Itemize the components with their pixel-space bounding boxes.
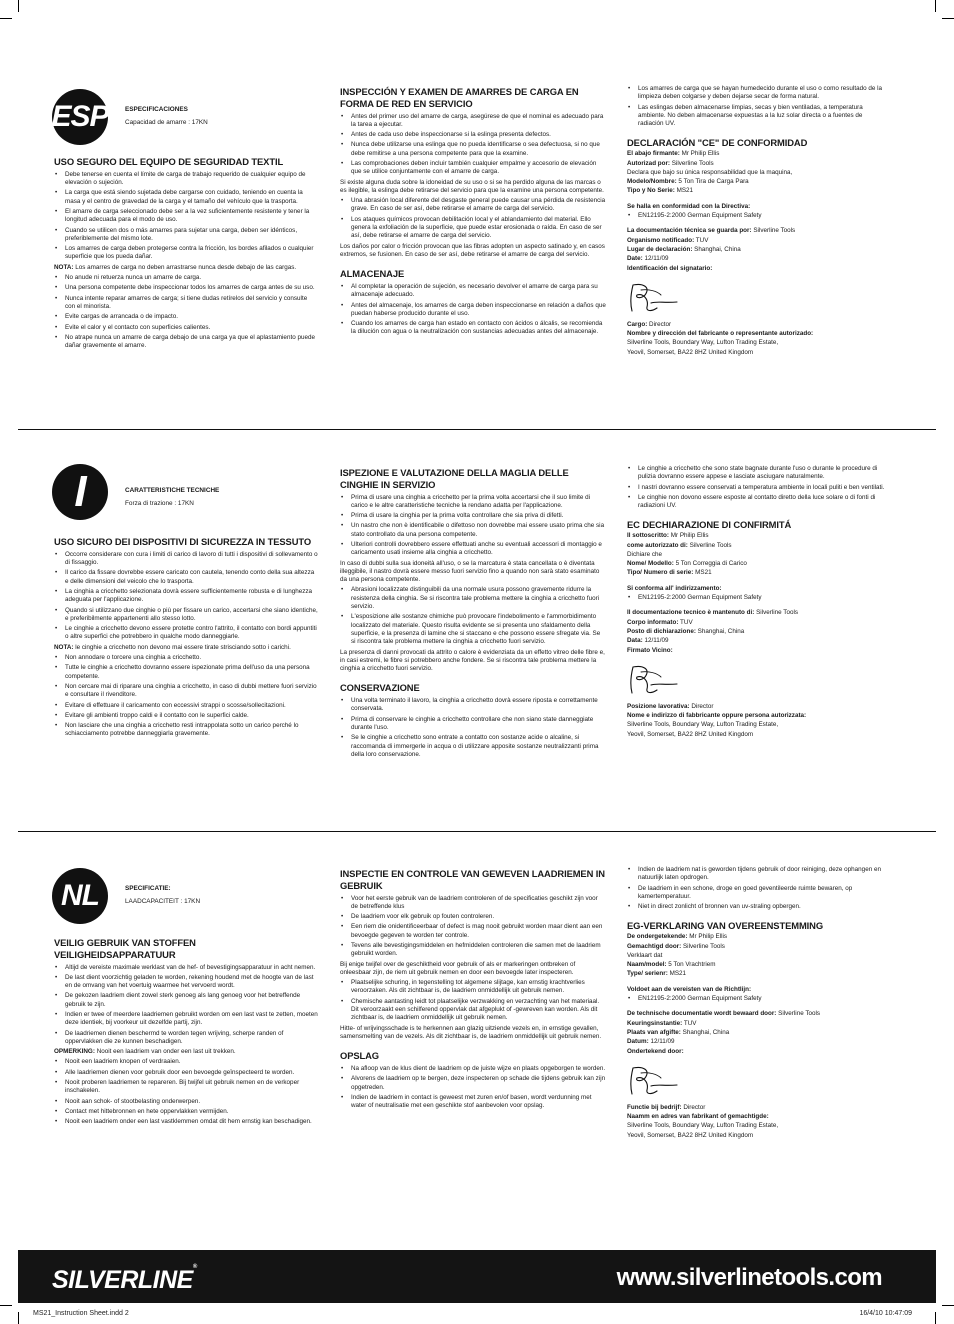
safe-use-list <box>54 551 319 642</box>
signatory-label: Identificación del signatario: <box>627 264 713 272</box>
storage-list <box>340 697 606 759</box>
list-item: • Debe tenerse en cuenta el límite de carga de trabajo requerido de cualquier equipo de elevación o sujeción. <box>54 171 319 188</box>
decl-label: La documentación técnica se guarda por: <box>627 227 752 235</box>
storage-heading: OPSLAG <box>340 1050 379 1062</box>
note-label: OPMERKING: <box>54 1048 95 1056</box>
safe-use-column <box>54 536 319 741</box>
decl-value: Silverline Tools <box>687 541 732 549</box>
address-line: Yeovil, Somerset, BA22 8HZ United Kingdom <box>627 730 754 738</box>
list-item: • Non lasciare che una cinghia a cricchetto resti intrappolata sotto un carico perché lo schiacciamento potrebbe danneggiarla gravemente. <box>54 722 319 739</box>
decl-label: Naam/model: <box>627 961 667 969</box>
list-item: • Tutte le cinghie a cricchetto dovranno essere ispezionate prima dell'uso da una persona competente. <box>54 664 319 681</box>
list-item: • La cinghia a cricchetto selezionata dovrà essere sufficientemente robusta e di lunghezza adeguata per l'applicazione. <box>54 588 319 605</box>
decl-label: Functie bij bedrijf: <box>627 1103 682 1111</box>
directive-list <box>627 995 887 1003</box>
list-item: • Indien er twee of meerdere laadriemen gebruikt worden om een last vast te zetten, moeten deze identiek, bij voorkeur uit dezelfde partij, zijn. <box>54 1011 319 1028</box>
decl-line <box>627 628 887 636</box>
decl-label: Corpo informato: <box>627 618 679 626</box>
list-item: • Prima di usare la cinghia per la prima volta controllare che sia priva di difetti. <box>340 512 606 520</box>
list-item: • Contact met hittebronnen en hete oppervlakken vermijden. <box>54 1108 319 1116</box>
decl-line <box>627 943 887 951</box>
list-item: • Le cinghie a cricchetto che sono state bagnate durante l'uso o durante le procedure di pulizia dovranno essere appese e lasciate asciugare naturalmente. <box>627 465 887 482</box>
language-badge: ESP <box>52 89 108 145</box>
signature-image <box>627 1064 683 1098</box>
decl-line <box>627 569 887 577</box>
decl-line <box>627 542 887 550</box>
list-item: • Le cinghie non dovono essere esposte al contatto diretto della luce solare o di fonti di radiazioni UV. <box>627 494 887 511</box>
safe-use-list-2 <box>54 274 319 350</box>
list-item: • Prima di usare una cinghia a cricchetto per la prima volta accertarsi che il suo limite di carico e le altre caratteristiche tecniche la rendano adatta per l'applicazione. <box>340 494 606 511</box>
address-line: Silverline Tools, Boundary Way, Lufton Trading Estate, <box>627 339 779 347</box>
safe-use-heading: USO SICURO DEI DISPOSITIVI DI SICUREZZA IN TESSUTO <box>54 536 312 547</box>
section-divider <box>18 831 936 832</box>
slug-date: 16/4/10 10:47:09 <box>859 1310 912 1317</box>
list-item: • Tevens alle bevestigingsmiddelen en hefmiddelen controleren die samen met de laadriem gebruikt worden. <box>340 942 606 959</box>
inspection-paragraph: Si existe alguna duda sobre la idoneidad de su uso o si se ha perdido alguna de las marcas o es ilegible, la eslinga debe retirarse del servicio para que la examine una persona competente. <box>340 178 604 194</box>
note <box>54 644 319 652</box>
decl-line <box>627 178 887 186</box>
storage-list-continued <box>627 866 887 911</box>
list-item: • Chemische aantasting leidt tot plaatselijke verzwakking en verzachting van het materiaal. Dit veroorzaakt een schilferend oppervlak dat afgeplukt of -gewreven kan worden. Als dit zichtbaar is, de laadriem onmiddellijk uit gebruik nemen. <box>340 998 606 1023</box>
inspection-paragraph: Los daños por calor o fricción provocan que las fibras adopten un aspecto satinado y, en casos extremos, se fusionen. En caso de ser así, debe retirarse el amarre de carga del servicio. <box>340 242 605 258</box>
decl-value: 12/11/09 <box>642 637 669 645</box>
list-item: • Voor het eerste gebruik van de laadriem controleren of de specificaties geschikt zijn voor de betreffende klus <box>340 895 606 912</box>
decl-value: Mr Philip Ellis <box>687 933 728 941</box>
decl-value: 5 Ton Tira de Carga Para <box>676 178 749 186</box>
language-badge: NL <box>52 868 108 924</box>
decl-line <box>627 150 887 158</box>
decl-value: 5 Ton Correggia di Carico <box>673 560 747 568</box>
list-item: • Een riem die onidentificeerbaar of defect is mag nooit gebruikt worden maar dient aan een bevoegde gegeven te worden ter controle. <box>340 923 606 940</box>
list-item: • EN12195-2:2000 German Equipment Safety <box>627 594 887 602</box>
specification-block <box>125 885 200 907</box>
declaration-heading: EG-VERKLARING VAN OVEREENSTEMMING <box>627 920 824 932</box>
list-item: • I nastri dovranno essere conservati a temperatura ambiente in locali puliti e ben ventilati. <box>627 484 887 492</box>
crop-mark-br-v <box>935 1312 936 1324</box>
decl-label: Posizione lavorativa: <box>627 702 690 710</box>
list-item: • Prima di conservare le cinghie a cricchetto controllare che non siano state danneggiate durante l'uso. <box>340 716 606 733</box>
list-item: • Una persona competente debe inspeccionar todos los amarres de carga antes de su uso. <box>54 284 319 292</box>
list-item: • Los ataques químicos provocan debilitación local y el ablandamiento del material. Ello genera la exfoliación de la superficie, que puede estar erosionada o raída. En caso de ser así, debe retirarse el amarre de carga del servicio. <box>340 216 606 241</box>
directive-label: Voldoet aan de vereisten van de Richtlijn: <box>627 985 752 993</box>
footer-bar <box>18 1250 936 1303</box>
decl-line <box>627 321 887 329</box>
crop-mark-tr-h <box>942 18 954 19</box>
decl-label: come autorizzato di: <box>627 541 688 549</box>
declaration-column <box>627 85 887 358</box>
decl-value: TUV <box>678 618 693 626</box>
list-item: • De laadriemen dienen beschermd te worden tegen wrijving, scherpe randen of oppervlakken die ze kunnen beschadigen. <box>54 1030 319 1047</box>
list-item: • De gekozen laadriem dient zowel sterk genoeg als lang genoeg voor het betreffende gebruik te zijn. <box>54 992 319 1009</box>
decl-line <box>627 227 887 235</box>
directive-label: Si conforma all' indirizzamento: <box>627 584 722 592</box>
inspection-list <box>340 113 606 177</box>
decl-line <box>627 1029 887 1037</box>
list-item: • EN12195-2:2000 German Equipment Safety <box>627 995 887 1003</box>
list-item: • Evitare di effettuare il caricamento con eccessivi strappi o scosse/sollecitazioni. <box>54 702 319 710</box>
decl-line <box>627 560 887 568</box>
note <box>54 1048 319 1056</box>
decl-value: Director <box>681 1103 706 1111</box>
registered-mark: ® <box>192 1264 197 1270</box>
decl-value: Shanghai, China <box>695 627 745 635</box>
decl-label: Il sottoscritto: <box>627 532 669 540</box>
decl-label: Tipo y No Serie: <box>627 187 675 195</box>
list-item: • De laadriem voor elk gebruik op fouten controleren. <box>340 913 606 921</box>
decl-label: De ondergetekende: <box>627 933 688 941</box>
decl-label: Tipo/ Numero di serie: <box>627 569 694 577</box>
list-item: • EN12195-2:2000 German Equipment Safety <box>627 212 887 220</box>
list-item: • Nooit een laadriem onder een last vastklemmen omdat dit hem ernstig kan beschadigen. <box>54 1118 319 1126</box>
specification-block <box>125 487 219 509</box>
list-item: • No atrape nunca un amarre de carga debajo de una carga ya que el aplastamiento puede dañar gravemente el amarre. <box>54 334 319 351</box>
storage-list-continued <box>627 85 887 128</box>
signature-image <box>627 281 683 315</box>
spec-value: Capacidad de amarre : 17KN <box>125 119 208 127</box>
list-item: • Evite el calor y el contacto con superficies calientes. <box>54 324 319 332</box>
decl-line <box>627 1104 887 1112</box>
safe-use-column <box>54 937 319 1129</box>
decl-value: Director <box>689 702 714 710</box>
list-item: • Antes de cada uso debe inspeccionarse si la eslinga presenta defectos. <box>340 131 606 139</box>
note-label: NOTA: <box>54 643 74 651</box>
address-line: Yeovil, Somerset, BA22 8HZ United Kingdom <box>627 348 754 356</box>
decl-value: 12/11/09 <box>642 255 669 263</box>
list-item: • De last dient voorzichtig geladen te worden, rekening houdend met de hoogte van de last en de omvang van het voertuig waarmee het vervoerd wordt. <box>54 974 319 991</box>
decl-label: Plaats van afgifte: <box>627 1028 681 1036</box>
decl-value: Silverline Tools <box>754 609 798 617</box>
list-item: • Las comprobaciones deben incluir también cualquier empalme y accesorio de elevación que se utilice conjuntamente con el amarre de carga. <box>340 160 606 177</box>
decl-line <box>627 1038 887 1046</box>
list-item: • Ulteriori controlli dovrebbero essere effettuati anche su eventuali accessori di montaggio e caricamento usati insieme alla cinghia a cricchetto. <box>340 541 606 558</box>
language-badge: I <box>52 464 108 520</box>
decl-value: Silverline Tools <box>670 159 714 167</box>
decl-line <box>627 237 887 245</box>
decl-line: Dichiare che <box>627 550 662 558</box>
list-item: • Abrasioni localizzate distinguibili da una normale usura possono gravemente ridurre la resistenza della cinghia. Se si riscontra tale problema mettere la cinghia a cricchetto fuori servizio. <box>340 586 606 611</box>
storage-list <box>340 1065 606 1110</box>
inspection-list-2 <box>340 979 606 1022</box>
decl-label: Nome/ Modello: <box>627 560 674 568</box>
list-item: • Se le cinghie a cricchetto sono entrate a contatto con sostanze acide o alcaline, si raccomanda di immergerle in acqua o di utilizzare apposite sostanze neutralizzanti prima della loro conservazione. <box>340 734 606 759</box>
decl-label: Lugar de declaración: <box>627 245 693 253</box>
list-item: • Cuando se utilicen dos o más amarres para sujetar una carga, deben ser idénticos, preferiblemente del mismo lote. <box>54 227 319 244</box>
list-item: • Occorre considerare con cura i limiti di carico di lavoro di tutti i dispositivi di sollevamento o di fissaggio. <box>54 551 319 568</box>
list-item: • La carga que está siendo sujetada debe cargarse con cuidado, teniendo en cuenta la masa y el centro de gravedad de la carga y el tamaño del vehículo que la trasporta. <box>54 189 319 206</box>
decl-label: Gemachtigd door: <box>627 942 682 950</box>
list-item: • Un nastro che non è identificabile o difettoso non dovrebbe mai essere usato prima che sia stato controllato da una persona competente. <box>340 522 606 539</box>
decl-value: Silverline Tools <box>751 227 796 235</box>
decl-label: Il documentazione tecnico è mantenuto di: <box>627 609 755 617</box>
decl-line <box>627 637 887 645</box>
inspection-column <box>340 86 606 339</box>
decl-value: TUV <box>694 236 709 244</box>
decl-line <box>627 160 887 168</box>
list-item: • Nunca intente reparar amarres de carga; si tiene dudas retírelos del servicio y consulte con el minorista. <box>54 295 319 312</box>
manufacturer-label: Nombre y dirección del fabricante o representante autorizado: <box>627 330 814 338</box>
inspection-heading: ISPEZIONE E VALUTAZIONE DELLA MAGLIA DELLE CINGHIE IN SERVIZIO <box>340 467 569 490</box>
signature-image <box>627 663 683 697</box>
decl-label: Modelo/Nombre: <box>627 178 677 186</box>
website-url[interactable]: www.silverlinetools.com <box>616 1264 882 1291</box>
note <box>54 264 319 272</box>
spec-label: CARATTERISTICHE TECNICHE <box>125 487 220 494</box>
decl-label: De technische documentatie wordt bewaard door: <box>627 1010 777 1018</box>
safe-use-heading: USO SEGURO DEL EQUIPO DE SEGURIDAD TEXTIL <box>54 156 284 167</box>
decl-line <box>627 255 887 263</box>
crop-mark-tr-v <box>935 0 936 12</box>
declaration-column <box>627 866 887 1141</box>
list-item: • Non cercare mai di riparare una cinghia a cricchetto, in caso di dubbi mettere fuori servizio e consultare il rivenditore. <box>54 683 319 700</box>
decl-line <box>627 187 887 195</box>
signatory-label: Ondertekend door: <box>627 1047 684 1055</box>
list-item: • Los amarres de carga que se hayan humedecido durante el uso o como resultado de la limpieza deben colgarse y deben dejarse secar de forma natural. <box>627 85 887 102</box>
declaration-column <box>627 465 887 740</box>
decl-label: Date: <box>627 255 643 263</box>
decl-label: Keuringsinstantie: <box>627 1019 683 1027</box>
list-item: • Nooit een laadriem knopen of verdraaien. <box>54 1058 319 1066</box>
decl-line: Verklaart dat <box>627 951 663 959</box>
storage-list-continued <box>627 465 887 510</box>
decl-line <box>627 619 887 627</box>
list-item: • L'esposizione alle sostanze chimiche può provocare l'indebolimento e l'ammorbidimento localizzato del materiale. Questo risulta evidente se si presenta uno sfaldamento della superficie, e la presenza di lamine che si staccano e che possono essere sfregate via. Se si riscontra tale problema mettere la cinghia a cricchetto fuori servizio. <box>340 613 606 646</box>
decl-line <box>627 246 887 254</box>
inspection-column <box>340 868 606 1112</box>
safe-use-list <box>54 171 319 262</box>
list-item: • No anude ni retuerza nunca un amarre de carga. <box>54 274 319 282</box>
decl-value: MS21 <box>667 970 687 978</box>
list-item: • Indien de laadriem nat is geworden tijdens gebruik of door reiniging, deze ophangen en natuurlijk laten opdrogen. <box>627 866 887 883</box>
decl-value: Silverline Tools <box>681 942 725 950</box>
inspection-paragraph: Bij enige twijfel over de geschiktheid voor gebruik of als er markeringen ontbreken of onleesbaar zijn, de riem uit gebruik nemen en door een bevoegde later inspecteren. <box>340 960 576 976</box>
decl-line <box>627 933 887 941</box>
storage-list <box>340 283 606 337</box>
address-line: Yeovil, Somerset, BA22 8HZ United Kingdom <box>627 1131 754 1139</box>
decl-value: MS21 <box>693 569 712 577</box>
decl-label: Autorizad por: <box>627 159 671 167</box>
decl-line <box>627 970 887 978</box>
list-item: • De laadriem in een schone, droge en goed geventileerde ruimte bewaren, op kamertemperatuur. <box>627 885 887 902</box>
safe-use-list-2 <box>54 654 319 739</box>
decl-line <box>627 1020 887 1028</box>
decl-label: Data: <box>627 637 643 645</box>
address-line: Silverline Tools, Boundary Way, Lufton Trading Estate, <box>627 1122 779 1130</box>
note-text: le cinghie a cricchetto non devono mai essere tirate strisciando sotto i carichi. <box>75 643 291 651</box>
decl-line: Declara que bajo su única responsabilidad que la maquina, <box>627 168 793 176</box>
decl-value: TUV <box>682 1019 697 1027</box>
safe-use-heading: VEILIG GEBRUIK VAN STOFFEN VEILIGHEIDSAPPARATUUR <box>54 937 196 960</box>
decl-label: Type/ serienr: <box>627 970 668 978</box>
decl-value: Silverline Tools <box>776 1010 821 1018</box>
list-item: • Na afloop van de klus dient de laadriem op de juiste wijze en plaats opgeborgen te worden. <box>340 1065 606 1073</box>
safe-use-column <box>54 156 319 352</box>
list-item: • Alle laadriemen dienen voor gebruik door een bevoegde geïnspecteerd te worden. <box>54 1069 319 1077</box>
address-line: Silverline Tools, Boundary Way, Lufton Trading Estate, <box>627 721 779 729</box>
decl-value: 12/11/09 <box>648 1038 675 1046</box>
spec-label: ESPECIFICACIONES <box>125 106 188 113</box>
declaration-heading: DECLARACIÓN "CE" DE CONFORMIDAD <box>627 137 808 149</box>
inspection-paragraph: Hitte- of wrijvingsschade is te herkennen aan glazig uitziende vezels en, in ernstige gevallen, samensmelting van de vezels. Als dit zichtbaar is, de laadriem onmiddellijk uit gebruik nemen. <box>340 1024 602 1040</box>
inspection-column <box>340 467 606 761</box>
specification-block <box>125 106 208 128</box>
list-item: • Indien de laadriem in contact is geweest met zuren en/of basen, wordt verdunning met water of neutralisatie met een geschikte stof aanbevolen voor opslag. <box>340 1094 606 1111</box>
safe-use-list-2 <box>54 1058 319 1126</box>
list-item: • Non annodare o torcere una cinghia a cricchetto. <box>54 654 319 662</box>
decl-label: Cargo: <box>627 320 648 328</box>
spec-value: LAADCAPACITEIT : 17KN <box>125 898 201 906</box>
decl-value: MS21 <box>674 187 694 195</box>
inspection-heading: INSPECTIE EN CONTROLE VAN GEWEVEN LAADRIEMEN IN GEBRUIK <box>340 868 605 891</box>
decl-value: 5 Ton Vrachtriem <box>666 961 716 969</box>
list-item: • Altijd de vereiste maximale werklast van de hef- of bevestigingsapparatuur in acht nemen. <box>54 964 319 972</box>
inspection-list-2 <box>340 586 606 646</box>
section-divider <box>18 429 936 430</box>
crop-mark-tl-v <box>18 0 19 12</box>
decl-label: Organismo notificado: <box>627 236 695 244</box>
list-item: • El amarre de carga seleccionado debe ser a la vez suficientemente resistente y tener la longitud adecuada para el modo de uso. <box>54 208 319 225</box>
note-label: NOTA: <box>54 263 74 271</box>
decl-value: Director <box>647 320 672 328</box>
decl-value: Shanghai, China <box>692 245 741 253</box>
list-item: • Una abrasión local diferente del desgaste general puede causar una pérdida de resistencia grave. En caso de ser así, debe retirarse el amarre de carga del servicio. <box>340 197 606 214</box>
list-item: • Alvorens de laadriem op te bergen, deze inspecteren op schade die tijdens gebruik kan zijn opgetreden. <box>340 1075 606 1092</box>
inspection-list <box>340 895 606 959</box>
list-item: • Quando si utilizzano due cinghie o più per fissare un carico, accertarsi che siano identiche, e preferibilmente appartenenti allo stesso lotto. <box>54 607 319 624</box>
decl-line <box>627 609 887 617</box>
declaration-heading: EC DECHIARAZIONE DI CONFIRMITÁ <box>627 519 792 531</box>
crop-mark-br-h <box>942 1305 954 1306</box>
storage-heading: ALMACENAJE <box>340 268 405 280</box>
inspection-list-2 <box>340 197 606 240</box>
inspection-paragraph: In caso di dubbi sulla sua idoneità all'uso, o se la marcatura è stata cancellata o è diventata illeggibile, il nastro dovrà essere messo fuori servizio fino a quando non sarà stato esaminato da una persona competente. <box>340 559 600 584</box>
note-text: Los amarres de carga no deben arrastrarse nunca desde debajo de las cargas. <box>75 263 297 271</box>
list-item: • Una volta terminato il lavoro, la cinghia a cricchetto dovrà essere riposta e correttamente conservata. <box>340 697 606 714</box>
decl-value: Mr Philip Ellis <box>679 150 720 158</box>
decl-label: El abajo firmante: <box>627 150 680 158</box>
inspection-list <box>340 494 606 558</box>
logo-text: SILVERLINE <box>52 1266 193 1294</box>
list-item: • Il carico da fissare dovrebbe essere caricato con cautela, tenendo conto della sua altezza e delle dimensioni del veicolo che lo trasporta. <box>54 569 319 586</box>
manufacturer-label: Naamm en adres van fabrikant of gemachtigde: <box>627 1113 769 1121</box>
list-item: • Nooit aan schok- of stootbelasting onderwerpen. <box>54 1098 319 1106</box>
list-item: • Evite cargas de arrancada o de impacto. <box>54 313 319 321</box>
safe-use-list <box>54 964 319 1047</box>
decl-line <box>627 532 887 540</box>
list-item: • Nunca debe utilizarse una eslinga que no pueda identificarse o sea defectuosa, si no que debe remitirse a una persona competente para que la examine. <box>340 141 606 158</box>
decl-label: Posto di dichiarazione: <box>627 627 696 635</box>
signatory-label: Firmato Vicino: <box>627 646 673 654</box>
decl-value: Mr Philip Ellis <box>668 532 709 540</box>
manufacturer-label: Nome e indirizzo di fabbricante oppure persona autorizzata: <box>627 712 807 720</box>
list-item: • Evitare gli ambienti troppo caldi e il contatto con le superfici calde. <box>54 712 319 720</box>
slug-filename: MS21_Instruction Sheet.indd 2 <box>33 1310 129 1317</box>
directive-list <box>627 212 887 220</box>
spec-label: SPECIFICATIE: <box>125 885 171 892</box>
decl-line <box>627 703 887 711</box>
directive-label: Se halla en conformidad con la Directiva: <box>627 202 751 210</box>
list-item: • Cuando los amarres de carga han estado en contacto con ácidos o álcalis, se recomienda la dilución con agua o la neutralización con sustancias adecuadas antes del almacenaje. <box>340 320 606 337</box>
silverline-logo <box>52 1264 197 1297</box>
list-item: • Le cinghie a cricchetto devono essere protette contro l'attrito, il contatto con bordi appuntiti o altre superfici che potrebbero in qualche modo danneggiarle. <box>54 625 319 642</box>
list-item: • Antes del almacenaje, los amarres de carga deben inspeccionarse en relación a daños que puedan haberse producido durante el uso. <box>340 302 606 319</box>
list-item: • Plaatselijke schuring, in tegenstelling tot algemene slijtage, kan ernstig krachtverlies veroorzaken. Als dit zichtbaar is, de laadriem onmiddellijk uit gebruik nemen. <box>340 979 606 996</box>
directive-list <box>627 594 887 602</box>
storage-heading: CONSERVAZIONE <box>340 682 420 694</box>
list-item: • Las eslingas deben almacenarse limpias, secas y bien ventiladas, a temperatura ambiente. No deben almacenarse expuestas a la luz solar directa o a fuentes de radiación UV. <box>627 104 887 129</box>
decl-line <box>627 961 887 969</box>
list-item: • Antes del primer uso del amarre de carga, asegúrese de que el nominal es adecuado para la tarea a ejecutar. <box>340 113 606 130</box>
list-item: • Niet in direct zonlicht of bronnen van uv-straling opbergen. <box>627 903 887 911</box>
crop-mark-tl-h <box>0 18 12 19</box>
list-item: • Los amarres de carga deben protegerse contra la fricción, los bordes afilados o cualquier superficie que los pueda dañar. <box>54 245 319 262</box>
crop-mark-bl-h <box>0 1305 12 1306</box>
crop-mark-bl-v <box>18 1312 19 1324</box>
list-item: • Al completar la operación de sujeción, es necesario devolver el amarre de carga para su almacenaje adecuado. <box>340 283 606 300</box>
inspection-heading: INSPECCIÓN Y EXAMEN DE AMARRES DE CARGA EN FORMA DE RED EN SERVICIO <box>340 86 579 109</box>
inspection-paragraph: La presenza di danni provocati da attrito o calore è evidenziata da un effetto vitreo delle fibre e, in casi estremi, le fibre si potrebbero anche fondere. Se si riscontra tale problema mettere la cinghia a cricchetto fuori servizio. <box>340 648 605 673</box>
decl-line <box>627 1010 887 1018</box>
note-text: Nooit een laadriem van onder een last uit trekken. <box>96 1048 236 1056</box>
spec-value: Forza di trazione : 17KN <box>125 500 194 508</box>
decl-label: Datum: <box>627 1038 649 1046</box>
decl-value: Shanghai, China <box>680 1028 730 1036</box>
list-item: • Nooit proberen laadriemen te repareren. Bij twijfel uit gebruik nemen en de verkoper inschakelen. <box>54 1079 319 1096</box>
